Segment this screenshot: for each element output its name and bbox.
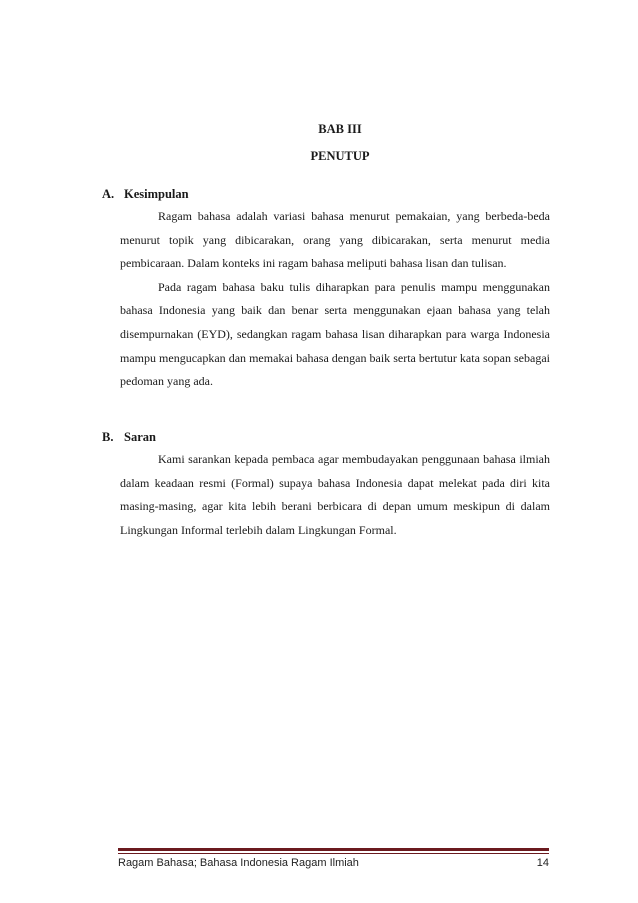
section-saran bbox=[102, 427, 550, 542]
chapter-title: PENUTUP bbox=[310, 149, 370, 163]
section-heading-text: Kesimpulan bbox=[124, 187, 189, 201]
paragraph: Pada ragam bahasa baku tulis diharapkan para penulis mampu menggunakan bahasa Indonesia yang baik dan benar serta menggunakan ejaan bahasa yang telah disempurnakan (EYD), sedangkan ragam bahasa lisan diharapkan para warga Indonesia mampu mengucapkan dan memakai bahasa dengan baik serta bertutur kata sopan sebagai pedoman yang ada. bbox=[120, 279, 550, 389]
section-heading-text: Saran bbox=[124, 430, 156, 444]
paragraph: Ragam bahasa adalah variasi bahasa menurut pemakaian, yang berbeda-beda menurut topik yang dibicarakan, orang yang dibicarakan, serta menurut media pembicaraan. Dalam konteks ini ragam bahasa meliputi bahasa lisan dan tulisan. bbox=[120, 209, 550, 271]
footer-rule bbox=[118, 848, 549, 851]
page-number: 14 bbox=[536, 857, 549, 869]
section-heading bbox=[102, 184, 550, 204]
footer-rule-thin bbox=[118, 853, 549, 854]
footer-title: Ragam Bahasa; Bahasa Indonesia Ragam Ilmiah bbox=[118, 857, 359, 869]
page-footer bbox=[118, 857, 549, 869]
paragraph: Kami sarankan kepada pembaca agar membudayakan penggunaan bahasa ilmiah dalam keadaan resmi (Formal) supaya bahasa Indonesia dapat melekat pada diri kita masing-masing, agar kita lebih berani berbicara di depan umum meskipun di dalam Lingkungan Informal terlebih dalam Lingkungan Formal. bbox=[120, 452, 550, 537]
section-heading bbox=[102, 427, 550, 447]
section-kesimpulan bbox=[102, 184, 550, 394]
section-letter: A. bbox=[102, 187, 115, 201]
chapter-label: BAB III bbox=[318, 122, 362, 136]
section-letter: B. bbox=[102, 430, 114, 444]
